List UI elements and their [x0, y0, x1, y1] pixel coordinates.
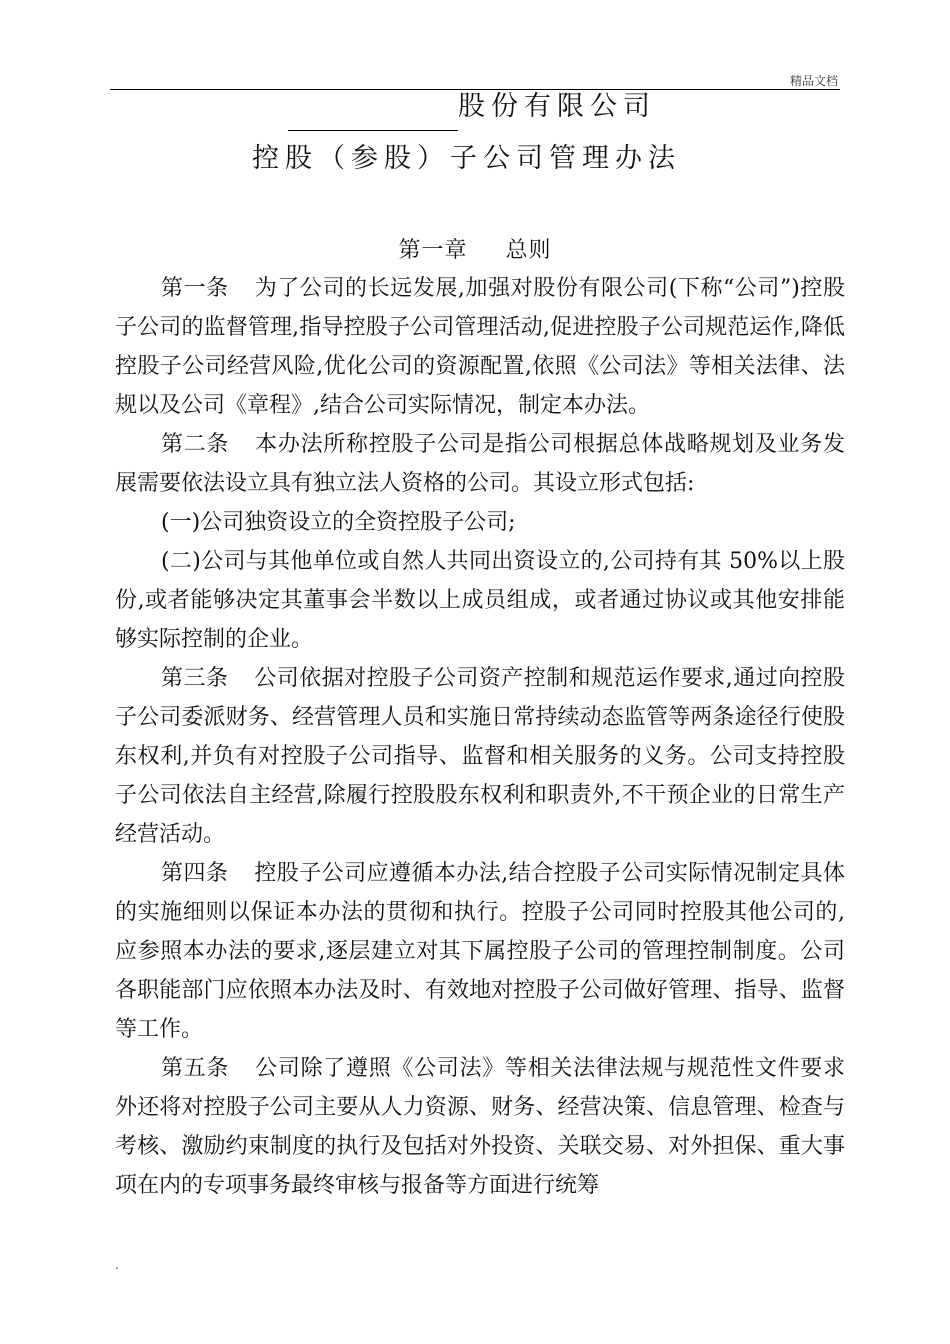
article-4	[115, 854, 845, 1049]
company-name-blank-line	[288, 130, 458, 131]
footer-mark: .	[115, 1258, 119, 1272]
article-text: 公司依据对控股子公司资产控制和规范运作要求,通过向控股子公司委派财务、经营管理人员和实施日常持续动态监管等两条途径行使股东权利,并负有对控股子公司指导、监督和相关服务的义务。公司支持控股子公司依法自主经营,除履行控股股东权利和职责外,不干预企业的日常生产经营活动。	[115, 666, 845, 847]
article-label: 第一条	[161, 276, 229, 301]
article-2	[115, 425, 845, 503]
article-3	[115, 659, 845, 854]
chapter-heading	[0, 233, 950, 264]
article-text: 本办法所称控股子公司是指公司根据总体战略规划及业务发展需要依法设立具有独立法人资格的公司。其设立形式包括:	[115, 432, 845, 496]
list-item-2	[115, 542, 845, 659]
list-item-text: (二)公司与其他单位或自然人共同出资设立的,公司持有其 50%以上股份,或者能够决定其董事会半数以上成员组成，或者通过协议或其他安排能够实际控制的企业。	[115, 549, 845, 652]
list-item-1	[115, 503, 845, 542]
chapter-number: 第一章	[398, 238, 468, 263]
article-label: 第二条	[161, 432, 230, 457]
article-label: 第五条	[161, 1056, 230, 1081]
header-watermark: 精品文档	[789, 74, 838, 88]
article-text: 控股子公司应遵循本办法,结合控股子公司实际情况制定具体的实施细则以保证本办法的贯彻和执行。控股子公司同时控股其他公司的,应参照本办法的要求,逐层建立对其下属控股子公司的管理控制制度。公司各职能部门应依照本办法及时、有效地对控股子公司做好管理、指导、监督等工作。	[115, 861, 845, 1042]
article-1	[115, 269, 845, 425]
list-item-text: (一)公司独资设立的全资控股子公司;	[161, 510, 516, 535]
article-text: 为了公司的长远发展,加强对股份有限公司(下称“公司”)控股子公司的监督管理,指导控股子公司管理活动,促进控股子公司规范运作,降低控股子公司经营风险,优化公司的资源配置,依照《公司法》等相关法律、法规以及公司《章程》,结合公司实际情况，制定本办法。	[115, 276, 845, 418]
article-label: 第四条	[161, 861, 229, 886]
article-text: 公司除了遵照《公司法》等相关法律法规与规范性文件要求外还将对控股子公司主要从人力资源、财务、经营决策、信息管理、检查与考核、激励约束制度的执行及包括对外投资、关联交易、对外担保、重大事项在内的专项事务最终审核与报备等方面进行统筹	[115, 1056, 845, 1198]
document-title: 控股（参股）子公司管理办法	[252, 143, 681, 174]
company-name: 股份有限公司	[458, 91, 656, 122]
chapter-name: 总则	[505, 238, 552, 263]
article-label: 第三条	[161, 666, 229, 691]
article-5	[115, 1049, 845, 1205]
document-body	[115, 269, 845, 1205]
